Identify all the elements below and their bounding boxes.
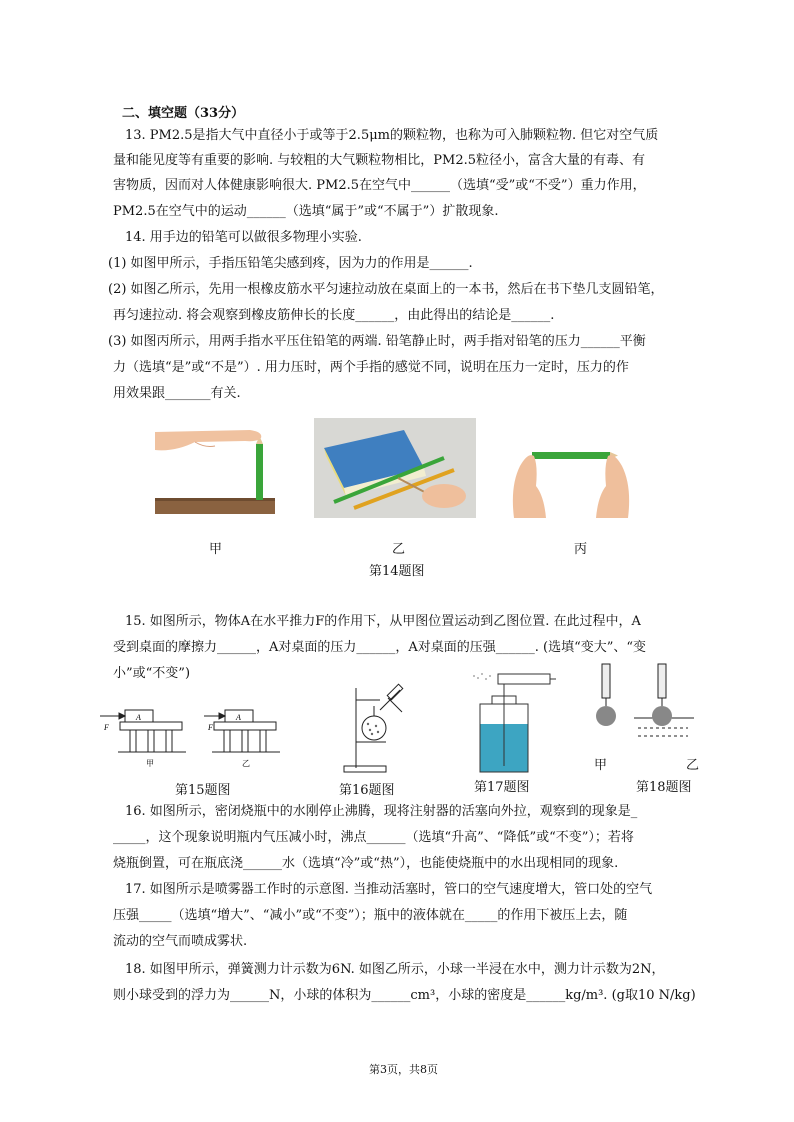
fig15-block-a-label: A <box>136 713 141 722</box>
q14-line3: (2) 如图乙所示，先用一根橡皮筋水平匀速拉动放在桌面上的一本书，然后在书下垫几支圆铅笔， <box>108 282 664 297</box>
q14-line2: (1) 如图甲所示，手指压铅笔尖感到疼，因为力的作用是______. <box>108 256 473 271</box>
fig14-label-bing: 丙 <box>574 542 588 557</box>
q14-line4: 再匀速拉动. 将会观察到橡皮筋伸长的长度______，由此得出的结论是______. <box>113 308 555 323</box>
fig16-caption: 第16题图 <box>339 783 395 798</box>
q16-line1: 16. 如图所示，密闭烧瓶中的水刚停止沸腾，现将注射器的活塞向外拉，观察到的现象是_ <box>125 804 638 819</box>
q14-line1: 14. 用手边的铅笔可以做很多物理小实验. <box>125 230 362 245</box>
section-title: 二、填空题（33分） <box>122 106 245 121</box>
q13-line4: PM2.5在空气中的运动______（选填“属于”或“不属于”）扩散现象. <box>113 204 499 219</box>
fig14-caption: 第14题图 <box>369 564 425 579</box>
q15-line2: 受到桌面的摩擦力______，A对桌面的压力______，A对桌面的压强______. (选填“变大”、“变 <box>113 640 647 655</box>
fig14-label-jia: 甲 <box>209 542 223 557</box>
fig14-yi-image <box>314 418 476 518</box>
fig18-caption: 第18题图 <box>636 780 692 795</box>
fig15-label-yi: 乙 <box>242 759 250 768</box>
fig18-image <box>590 662 706 752</box>
fig14-label-yi: 乙 <box>392 542 406 557</box>
q16-line2: _____，这个现象说明瓶内气压减小时，沸点______（选填“升高”、“降低”或“不变”）；若将 <box>113 830 634 845</box>
q18-line1: 18. 如图甲所示，弹簧测力计示数为6N. 如图乙所示，小球一半浸在水中，测力计示数为2N， <box>125 962 665 977</box>
q15-line1: 15. 如图所示，物体A在水平推力F的作用下，从甲图位置运动到乙图位置. 在此过程中，A <box>125 614 641 629</box>
q13-line3: 害物质，因而对人体健康影响很大. PM2.5在空气中______（选填“受”或“不受”）重力作用， <box>113 178 646 193</box>
q13-line2: 量和能见度等有重要的影响. 与较粗的大气颗粒物相比，PM2.5粒径小，富含大量的有毒、有 <box>113 153 645 168</box>
fig14-bing-image <box>506 426 636 518</box>
fig15-force-label-2: F <box>208 723 213 732</box>
fig15-block-a-label-2: A <box>236 713 241 722</box>
fig16-image <box>340 680 410 774</box>
q17-line3: 流动的空气而喷成雾状. <box>113 934 248 949</box>
fig18-label-jia: 甲 <box>594 758 608 773</box>
fig18-label-yi: 乙 <box>686 758 700 773</box>
q14-line7: 用效果跟_______有关. <box>113 386 241 401</box>
fig15-caption: 第15题图 <box>175 783 231 798</box>
q14-line5: (3) 如图丙所示，用两手指水平压住铅笔的两端. 铅笔静止时，两手指对铅笔的压力______平衡 <box>108 334 646 349</box>
fig15-force-label: F <box>104 723 109 732</box>
fig17-image <box>468 670 556 774</box>
q17-line2: 压强_____（选填“增大”、“减小”或“不变”）；瓶中的液体就在_____的作用下被压上去，随 <box>113 908 628 923</box>
fig14-jia-image <box>155 428 275 514</box>
q17-line1: 17. 如图所示是喷雾器工作时的示意图. 当推动活塞时，管口的空气速度增大，管口处的空气 <box>125 882 653 897</box>
q15-line3: 小”或“不变”) <box>113 666 191 681</box>
q16-line3: 烧瓶倒置，可在瓶底浇______水（选填“冷”或“热”），也能使烧瓶中的水出现相同的现象. <box>113 856 619 871</box>
q13-line1: 13. PM2.5是指大气中直径小于或等于2.5μm的颗粒物，也称为可入肺颗粒物. 但它对空气质 <box>125 128 659 143</box>
q18-line2: 则小球受到的浮力为______N，小球的体积为______cm³，小球的密度是______kg/m³. (g取10 N/kg) <box>113 988 696 1003</box>
page-footer: 第3页，共8页 <box>369 1063 438 1076</box>
fig15-label-jia: 甲 <box>146 759 154 768</box>
fig17-caption: 第17题图 <box>474 780 530 795</box>
fig15-image <box>100 700 300 770</box>
q14-line6: 力（选填“是”或“不是”）. 用力压时，两个手指的感觉不同，说明在压力一定时，压力的作 <box>113 360 629 375</box>
